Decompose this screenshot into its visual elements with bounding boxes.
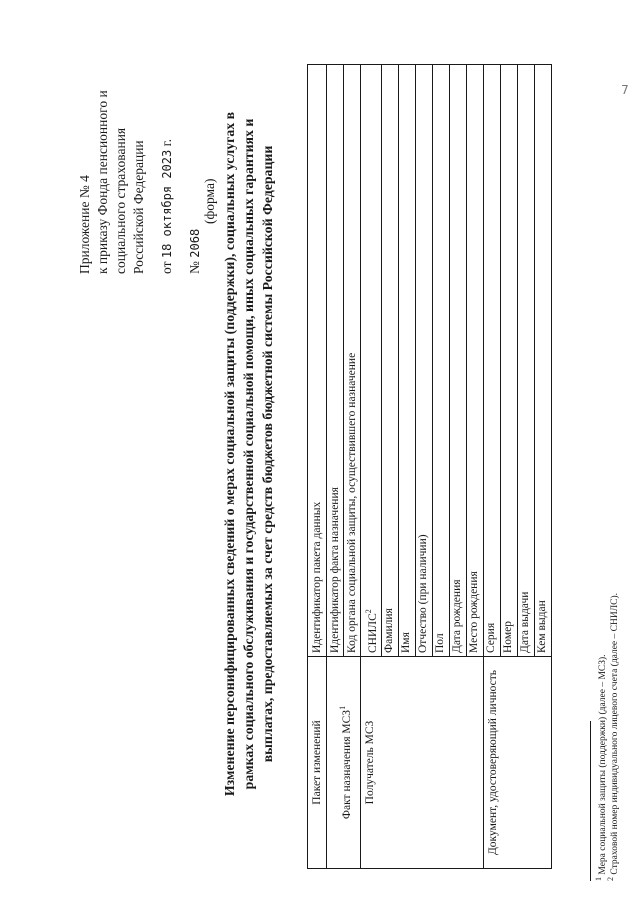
group-fact: Факт назначения МСЗ$^1$ — [327, 657, 361, 869]
footnote-divider — [590, 721, 591, 881]
table-cell: Идентификатор факта назначения — [327, 65, 344, 657]
form-label: (форма) — [202, 178, 217, 224]
footnote-1: $^1$ Мера социальной защиты (поддержки) (далее – МСЗ). — [594, 654, 609, 881]
table-row — [308, 65, 327, 869]
table-cell: Идентификатор пакета данных — [308, 65, 327, 657]
table-cell: Кем выдан — [534, 65, 551, 657]
footnote-2: $^2$ Страховой номер индивидуального лицевого счета (далее – СНИЛС). — [606, 592, 621, 881]
appendix-line-4: Российской Федерации — [131, 140, 146, 274]
appendix-header — [76, 4, 204, 274]
table-row — [327, 65, 344, 869]
group-recipient: Получатель МСЗ — [361, 657, 484, 869]
group-package: Пакет изменений — [308, 657, 327, 869]
order-number: № 2068 — [187, 228, 202, 274]
table-cell: Место рождения — [466, 65, 483, 657]
table-cell: Фамилия — [381, 65, 398, 657]
handwritten-page-mark: 7 — [621, 83, 629, 98]
fields-table — [307, 64, 552, 869]
appendix-line-3: социального страхования — [113, 127, 128, 274]
table-cell: Серия — [483, 65, 500, 657]
table-row — [483, 65, 500, 869]
table-row — [361, 65, 382, 869]
table-cell: Дата рождения — [449, 65, 466, 657]
order-date-value: 18 октября 2023 — [160, 149, 174, 259]
appendix-line-2: к приказу Фонда пенсионного и — [95, 90, 110, 274]
table-cell: Имя — [398, 65, 415, 657]
table-cell: СНИЛС$^2$ — [361, 65, 382, 657]
table-cell: Отчество (при наличии) — [415, 65, 432, 657]
document-title: Изменение персонифицированных сведений о мерах социальной защиты (поддержки), социальных услугах в рамках социального обслуживания и государственной социальной помощи, иных социальных гарантиях и выплатах, предоставляемых за счет средств бюджетов бюджетной системы Российской Федерации — [222, 111, 275, 797]
table-cell: Дата выдачи — [517, 65, 534, 657]
order-date: от 18 октября 2023 г. — [159, 139, 174, 274]
table-cell: Номер — [500, 65, 517, 657]
appendix-line-1: Приложение № 4 — [77, 175, 92, 274]
order-number-value: 2068 — [188, 228, 202, 258]
group-document: Документ, удостоверяющий личность — [483, 657, 551, 869]
table-cell: Код органа социальной защиты, осуществившего назначение — [344, 65, 361, 657]
table-cell: Пол — [432, 65, 449, 657]
